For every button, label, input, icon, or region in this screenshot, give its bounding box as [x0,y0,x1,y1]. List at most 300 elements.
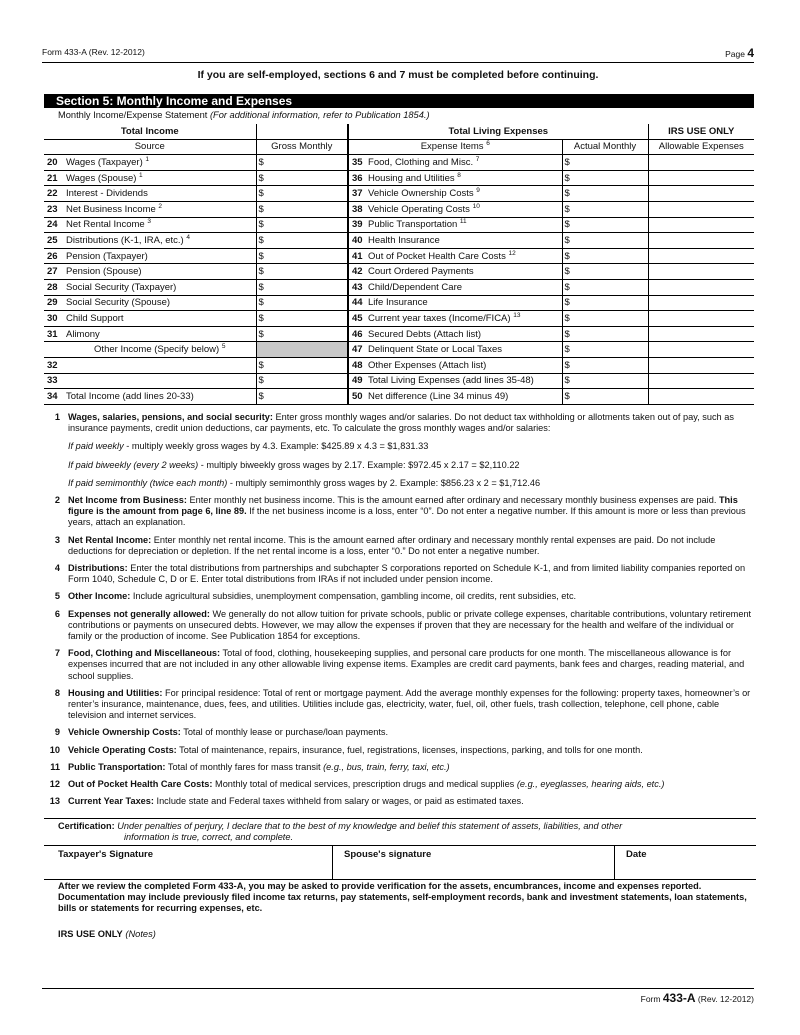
expense-item-label [366,311,562,327]
footnote-text: We generally do not allow tuition for private schools, public or private college expenses, charitable contributions, voluntary retirement contributions or payments on unsecured debts. However, we may allow the expenses if proven that they are necessary for the health and welfare of the individual or family or the production of income. See Publication 1854 for exceptions. [68,608,752,642]
allowable-expense-cell [648,326,754,342]
gross-monthly-input[interactable] [256,357,348,373]
other-income-input[interactable] [64,357,256,373]
footnote-text: For principal residence: Total of rent or mortgage payment. Add the average monthly expenses for the following: property taxes, homeowner’s or renter’s insurance, maintenance, dues, fees, and utilities. Utilities include gas, electricity, water, fuel, oil, other fuels, trash collection, telephone, cell phone, cable television and internet services. [68,687,751,721]
net-difference-label: Net difference (Line 34 minus 49) [366,389,562,405]
footnote-item [44,412,756,489]
table-row [44,186,754,202]
irs-use-notes[interactable] [58,929,156,939]
dollar-sign: $ [258,250,264,262]
income-expense-table [44,124,754,405]
expense-items-heading [348,139,562,155]
line-label: Life Insurance [368,297,428,309]
gross-monthly-input[interactable] [256,326,348,342]
allowable-expense-cell [648,186,754,202]
bottom-rule [42,988,754,989]
line-label: Food, Clothing and Misc. [368,156,476,168]
footnote-ref: 9 [476,187,480,195]
table-row [44,264,754,280]
expense-line-number: 38 [348,201,366,217]
date-field[interactable]: Date [626,849,647,860]
line-label: Vehicle Ownership Costs [368,188,477,200]
allowable-expense-cell [648,217,754,233]
income-line-number: 33 [44,373,64,389]
wage-calc-example [68,478,756,489]
expense-line-number: 48 [348,357,366,373]
footnote-item [44,591,756,602]
dollar-sign: $ [564,359,570,371]
actual-monthly-input[interactable] [562,201,648,217]
spouse-signature-field[interactable]: Spouse's signature [344,849,432,860]
total-income-heading: Total Income [44,124,256,139]
other-income-label [64,342,256,358]
footnote-item [44,745,756,756]
footnote-item [44,495,756,529]
statement-text: Monthly Income/Expense Statement [58,110,210,120]
footnote-title: Public Transportation: [68,761,166,772]
gross-monthly-input[interactable] [256,295,348,311]
income-line-number: 32 [44,357,64,373]
irs-notes-paren: (Notes) [125,929,156,939]
income-source-label [64,295,256,311]
dollar-sign: $ [564,219,570,231]
footnote-ref: 3 [147,218,151,226]
footnote-ref: 1 [145,155,149,163]
actual-monthly-input[interactable] [562,264,648,280]
dollar-sign: $ [564,375,570,387]
footnote-ref: 11 [459,218,467,226]
table-row [44,373,754,389]
line-label: Out of Pocket Health Care Costs [368,250,509,262]
certification-text: Under penalties of perjury, I declare that to the best of my knowledge and belief this statement of assets, liabilities, and other [114,821,623,831]
net-difference-input[interactable] [562,389,648,405]
footnote-item [44,762,756,773]
allowable-expense-cell [648,155,754,171]
line-label: Distributions (K-1, IRA, etc.) [66,234,187,246]
allowable-expense-cell [648,264,754,280]
footnote-text: If the net business income is a loss, enter “0”. Do not enter a negative number. If this amount is more or less than previous years, attach an explanation. [68,506,746,528]
actual-monthly-input[interactable] [562,170,648,186]
footer-revision: (Rev. 12-2012) [697,994,754,1004]
dollar-sign: $ [564,188,570,200]
certification-text-2: information is true, correct, and complete. [124,832,294,842]
actual-monthly-input[interactable] [562,217,648,233]
total-income-label: Total Income (add lines 20-33) [64,389,256,405]
income-source-label [64,264,256,280]
income-source-label [64,279,256,295]
footnote-text: Enter monthly net business income. This is the amount earned after ordinary and necessary monthly business expenses are paid. [186,495,719,506]
expense-item-label [366,295,562,311]
footnote-text: Total of monthly lease or purchase/loan payments. [180,727,389,738]
dollar-sign: $ [564,328,570,340]
wage-calc-example [68,441,756,452]
pay-frequency: If paid biweekly (every 2 weeks) [68,459,199,470]
footnote-ref: 1 [139,171,143,179]
table-row [44,357,754,373]
allowable-expense-cell [648,342,754,358]
dollar-sign: $ [258,281,264,293]
dollar-sign: $ [258,375,264,387]
footnote-title: Distributions: [68,563,128,574]
income-line-number: 29 [44,295,64,311]
income-line-number: 28 [44,279,64,295]
table-row [44,326,754,342]
table-row [44,155,754,171]
monthly-statement-caption [58,110,430,120]
income-source-label [64,201,256,217]
income-source-label [64,155,256,171]
line-label: Public Transportation [368,219,460,231]
income-line-number: 20 [44,155,64,171]
income-source-label [64,186,256,202]
allowable-expense-cell [648,279,754,295]
table-row [44,389,754,405]
footnote-text: Include state and Federal taxes withheld from salary or wages, or paid as estimated taxes. [153,796,524,807]
dollar-sign: $ [564,281,570,293]
expense-line-number: 40 [348,233,366,249]
footnote-text: Include agricultural subsidies, unemployment compensation, gambling income, oil credits, rent subsidies, etc. [130,591,577,602]
footnote-number: 6 [54,608,60,619]
calc-text: - multiply semimonthly gross wages by 2. Example: $856.23 x 2 = $1,712.46 [227,477,541,488]
wage-calc-example [68,460,756,471]
other-income-input[interactable] [64,373,256,389]
gross-monthly-input[interactable] [256,279,348,295]
actual-monthly-input[interactable] [562,248,648,264]
footnote-item [44,779,756,790]
statement-note: (For additional information, refer to Publication 1854.) [209,110,430,120]
taxpayer-signature-field[interactable]: Taxpayer's Signature [58,849,154,860]
line-label: Pension (Taxpayer) [66,250,148,262]
allowable-expense-cell [648,295,754,311]
expense-item-label [366,233,562,249]
footnote-text: Enter monthly net rental income. This is the amount earned after ordinary and necessary monthly rental expenses are paid. Do not include deductions for depreciation or depletion. If the net rental income is a loss, enter “0.” Do not enter a negative number. [68,534,716,556]
footnote-number: 8 [54,687,60,698]
allowable-expense-cell [648,311,754,327]
actual-monthly-input[interactable] [562,155,648,171]
gross-monthly-input[interactable] [256,186,348,202]
footer-form-number: 433-A [662,991,696,1005]
income-line-number: 26 [44,248,64,264]
line-label: Social Security (Taxpayer) [66,281,177,293]
expense-item-label [366,248,562,264]
expense-item-label [366,155,562,171]
gross-monthly-input[interactable] [256,217,348,233]
line-label: Social Security (Spouse) [66,297,171,309]
footnote-number: 9 [54,727,60,738]
allowable-expense-cell [648,357,754,373]
footnote-examples: (e.g., eyeglasses, hearing aids, etc.) [516,779,665,790]
footnote-number: 3 [54,534,60,545]
income-line-number: 30 [44,311,64,327]
footnote-title: Expenses not generally allowed: [68,608,210,619]
footnote-item [44,688,756,722]
expense-item-label [366,170,562,186]
dollar-sign: $ [564,234,570,246]
expense-line-number: 42 [348,264,366,280]
expense-line-number: 49 [348,373,366,389]
line-label: Wages (Taxpayer) [66,156,146,168]
footnote-item [44,563,756,585]
dollar-sign: $ [564,203,570,215]
footnote-item [44,535,756,557]
self-employed-notice: If you are self-employed, sections 6 and 7 must be completed before continuing. [197,69,599,81]
footnote-item [44,796,756,807]
dollar-sign: $ [564,172,570,184]
footnote-title: Out of Pocket Health Care Costs: [68,779,213,790]
expense-items-label: Expense Items [420,141,484,153]
footnote-text: Monthly total of medical services, prescription drugs and medical supplies [212,779,517,790]
footnote-item [44,648,756,682]
expense-item-label [366,326,562,342]
gross-monthly-input[interactable] [256,170,348,186]
shaded-cell [256,342,348,358]
footnote-title: Vehicle Operating Costs: [68,744,177,755]
table-row [44,342,754,358]
form-id-footer [641,991,754,1005]
line-label: Wages (Spouse) [66,172,140,184]
line-label: Other Income (Specify below) [94,344,222,356]
allowable-expense-cell [648,373,754,389]
dollar-sign: $ [564,250,570,262]
gross-monthly-input[interactable] [256,155,348,171]
footnote-ref: 10 [472,202,480,210]
footer-form-word: Form [640,994,661,1004]
actual-monthly-input[interactable] [562,373,648,389]
actual-monthly-input[interactable] [562,357,648,373]
table-row [44,217,754,233]
table-head-row-2 [44,139,754,155]
dollar-sign: $ [564,312,570,324]
footnote-number: 5 [54,591,60,602]
income-source-label [64,311,256,327]
line-label: Net Business Income [66,203,159,215]
footnote-title: Vehicle Ownership Costs: [68,727,181,738]
footnote-title: Wages, salaries, pensions, and social security: [68,412,273,422]
footnote-number: 13 [49,796,60,807]
income-source-label [64,248,256,264]
table-row [44,233,754,249]
footnote-text: Total of maintenance, repairs, insurance, fuel, registrations, licenses, inspections, parking, and tolls for one month. [176,744,643,755]
actual-monthly-heading: Actual Monthly [562,139,648,155]
footnote-ref: 12 [508,249,516,257]
income-line-number: 34 [44,389,64,405]
expense-item-label: Delinquent State or Local Taxes [366,342,562,358]
income-line-number: 21 [44,170,64,186]
expense-item-label: Other Expenses (Attach list) [366,357,562,373]
calc-text: - multiply biweekly gross wages by 2.17. Example: $972.45 x 2.17 = $2,110.22 [198,459,520,470]
footnote-ref: 7 [475,155,480,163]
footnotes [44,412,756,813]
certification-label: Certification: [58,821,115,831]
dollar-sign: $ [564,266,570,278]
expense-line-number: 47 [348,342,366,358]
line-label: Interest - Dividends [66,188,148,200]
actual-monthly-input[interactable] [562,295,648,311]
footnote-item [44,609,756,643]
section-5-title: Section 5: Monthly Income and Expenses [44,94,754,108]
expense-line-number: 35 [348,155,366,171]
footnote-number: 11 [50,761,60,772]
expense-item-label [366,279,562,295]
table-row [44,201,754,217]
dollar-sign: $ [564,390,570,402]
table-row [44,311,754,327]
footnote-text: Enter the total distributions from partnerships and subchapter S corporations reported on Schedule K-1, and from limited liability companies reported on Form 1040, Schedule C, D or E. Enter total distributions from IRAs if not included under pension income. [68,563,746,585]
page-number: 4 [747,46,754,60]
page-label: Page [725,49,745,59]
income-source-label [64,326,256,342]
footnote-title: Food, Clothing and Miscellaneous: [68,648,221,659]
footnote-title: Current Year Taxes: [68,796,154,807]
dollar-sign: $ [258,266,264,278]
signature-divider [332,846,333,879]
allowable-expense-cell [648,248,754,264]
income-line-number: 27 [44,264,64,280]
signature-row [44,845,756,880]
gross-monthly-input[interactable] [256,373,348,389]
line-label: Alimony [66,328,100,340]
actual-monthly-input[interactable] [562,233,648,249]
dollar-sign: $ [258,234,264,246]
footnote-item [44,727,756,738]
allowable-expense-cell [648,233,754,249]
top-rule [42,62,754,63]
irs-use-heading: IRS USE ONLY [648,124,754,139]
actual-monthly-input[interactable] [562,342,648,358]
dollar-sign: $ [258,219,264,231]
actual-monthly-input[interactable] [562,279,648,295]
allowable-expenses-heading: Allowable Expenses [648,139,754,155]
allowable-expense-cell [648,389,754,405]
income-line-number: 23 [44,201,64,217]
footnote-number: 10 [49,744,60,755]
irs-notes-label: IRS USE ONLY [58,929,123,939]
expense-line-number: 43 [348,279,366,295]
footnote-ref: 8 [457,171,461,179]
actual-monthly-input[interactable] [562,326,648,342]
line-label: Child Support [66,312,124,324]
dollar-sign: $ [258,328,264,340]
expense-line-number: 44 [348,295,366,311]
dollar-sign: $ [258,359,264,371]
footnote-text: Total of food, clothing, housekeeping supplies, and personal care products for one month. The miscellaneous allowance is for expenses incurred that are not included in any other allowable living expense items. Examples are credit card payments, bank fees and charges, reading material, and school supplies. [68,648,745,681]
footnote-emphasis: This figure is the amount from page 6, line 89. [68,495,738,517]
form-id-header: Form 433-A (Rev. 12-2012) [42,47,145,57]
gross-monthly-input[interactable] [256,264,348,280]
line-label: Housing and Utilities [368,172,458,184]
footnote-text: Total of monthly fares for mass transit [165,761,324,772]
line-label: Vehicle Operating Costs [368,203,473,215]
gross-monthly-input[interactable] [256,233,348,249]
expense-line-number: 50 [348,389,366,405]
gross-monthly-input[interactable] [256,201,348,217]
source-heading: Source [44,139,256,155]
footnote-number: 7 [54,648,60,659]
dollar-sign: $ [258,390,264,402]
footnote-ref: 4 [186,233,190,241]
line-label: Court Ordered Payments [368,266,474,278]
income-line-number: 31 [44,326,64,342]
footnote-text: Enter gross monthly wages and/or salaries. Do not deduct tax withholding or allotments taken out of pay, such as insurance payments, credit union deductions, car payments, etc. To calculate the gross monthly wages and/or salaries: [68,412,734,434]
footnote-number: 1 [54,412,60,422]
footnote-ref: 5 [221,343,226,351]
gross-monthly-input[interactable] [256,248,348,264]
line-label: Health Insurance [368,234,440,246]
footnote-title: Housing and Utilities: [68,687,163,698]
dollar-sign: $ [258,203,264,215]
signature-divider [614,846,615,879]
line-label: Current year taxes (Income/FICA) [368,312,514,324]
line-number-empty [44,342,64,358]
actual-monthly-input[interactable] [562,186,648,202]
line-label: Child/Dependent Care [368,281,463,293]
expense-item-label [366,217,562,233]
dollar-sign: $ [258,188,264,200]
pay-frequency: If paid semimonthly (twice each month) [68,477,228,488]
footnote-title: Net Income from Business: [68,495,187,506]
footnote-title: Net Rental Income: [68,534,152,545]
table-head-row-1 [44,124,754,139]
footnote-number: 12 [49,779,60,790]
line-label: Net Rental Income [66,219,148,231]
income-source-label [64,170,256,186]
dollar-sign: $ [258,156,264,168]
income-line-number: 25 [44,233,64,249]
pay-frequency: If paid weekly [68,441,124,452]
income-source-label [64,233,256,249]
line-label: Secured Debts (Attach list) [368,328,482,340]
income-source-label [64,217,256,233]
expense-line-number: 37 [348,186,366,202]
actual-monthly-input[interactable] [562,311,648,327]
footnote-ref: 13 [513,311,521,319]
verification-notice: After we review the completed Form 433-A, you may be asked to provide verification for the assets, encumbrances, income and expenses reported. Documentation may include previously filed income tax returns, pay statements, self-employment records, bank and investment statements, loan statements, bills or statements for recurring expenses, etc. [58,881,747,913]
table-row [44,279,754,295]
allowable-expense-cell [648,170,754,186]
certification [44,818,756,843]
dollar-sign: $ [258,172,264,184]
expense-line-number: 41 [348,248,366,264]
expense-item-label [366,186,562,202]
table-row [44,248,754,264]
dollar-sign: $ [564,344,570,356]
expense-item-label: Total Living Expenses (add lines 35-48) [366,373,562,389]
expense-items-footnote: 6 [486,140,490,148]
calc-text: - multiply weekly gross wages by 4.3. Example: $425.89 x 4.3 = $1,831.33 [123,441,429,452]
total-income-input[interactable] [256,389,348,405]
income-line-number: 24 [44,217,64,233]
expense-line-number: 39 [348,217,366,233]
footnote-title: Other Income: [68,591,131,602]
dollar-sign: $ [258,297,264,309]
dollar-sign: $ [258,312,264,324]
total-living-heading: Total Living Expenses [348,124,648,139]
expense-line-number: 36 [348,170,366,186]
gross-monthly-heading: Gross Monthly [256,139,348,155]
footnote-ref: 2 [158,202,163,210]
table-row [44,295,754,311]
line-label: Pension (Spouse) [66,266,142,278]
income-line-number: 22 [44,186,64,202]
footnote-number: 2 [54,495,60,506]
gross-monthly-input[interactable] [256,311,348,327]
dollar-sign: $ [564,156,570,168]
page-number-header [725,46,754,60]
footnote-number: 4 [54,563,60,574]
footnote-examples: (e.g., bus, train, ferry, taxi, etc.) [323,761,450,772]
allowable-expense-cell [648,201,754,217]
dollar-sign: $ [564,297,570,309]
